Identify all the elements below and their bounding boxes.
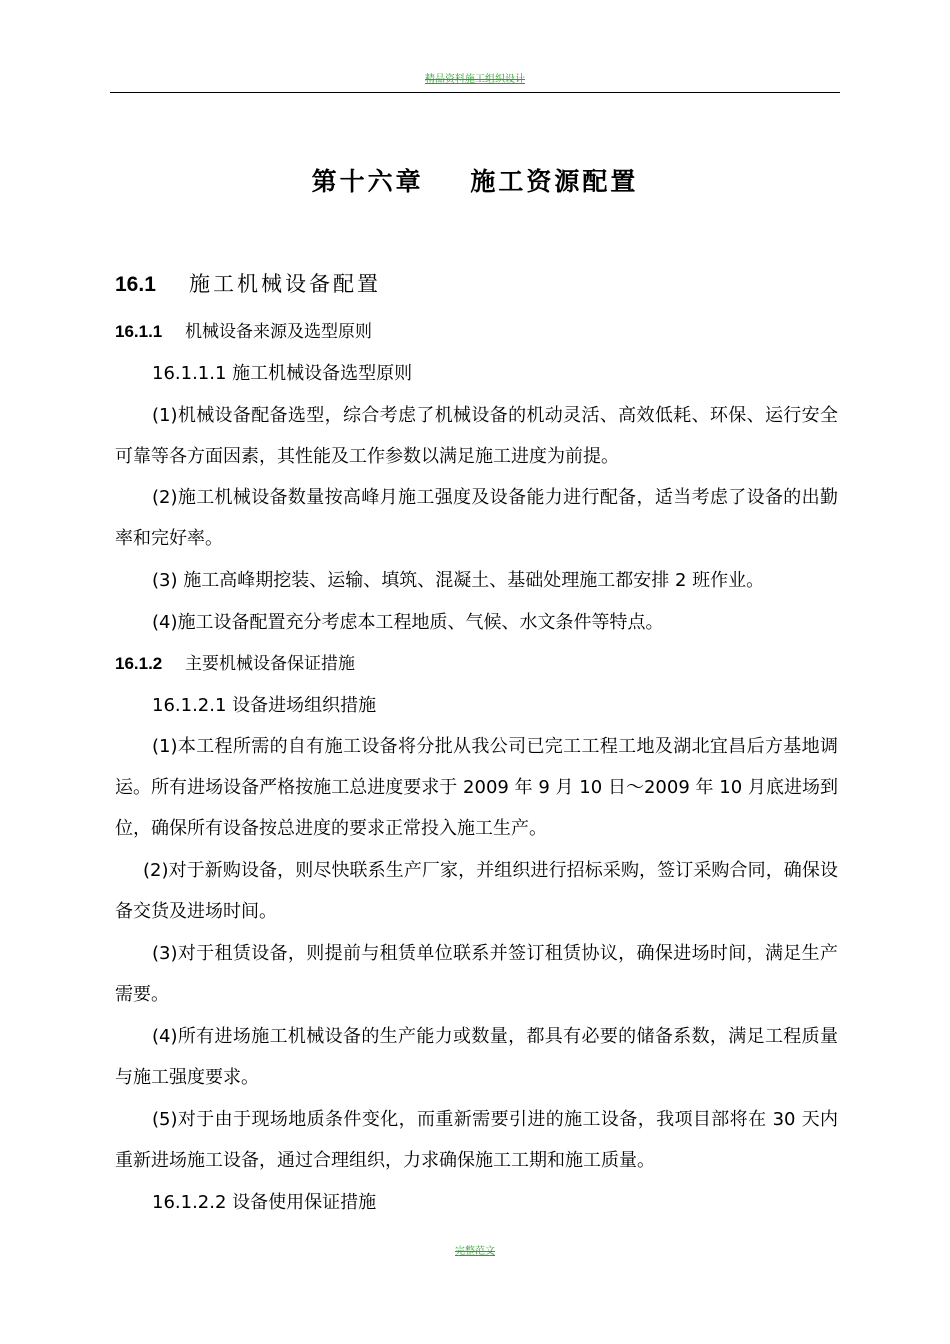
- paragraph-1-4: (4)施工设备配置充分考虑本工程地质、气候、水文条件等特点。: [152, 612, 664, 633]
- paragraph-2-5: (5)对于由于现场地质条件变化，而重新需要引进的施工设备，我项目部将在 30 天内重新进场施工设备，通过合理组织，力求确保施工工期和施工质量。: [115, 1109, 838, 1171]
- paragraph-1-3: (3) 施工高峰期挖装、运输、填筑、混凝土、基础处理施工都安排 2 班作业。: [152, 570, 765, 591]
- section-number: 16.1.1: [115, 322, 163, 341]
- section-heading-16-1-2-1: 16.1.2.1 设备进场组织措施: [152, 695, 377, 716]
- paragraph-1-1: (1)机械设备配备选型，综合考虑了机械设备的机动灵活、高效低耗、环保、运行安全可靠等各方面因素，其性能及工作参数以满足施工进度为前提。: [115, 405, 838, 467]
- page-footer: [0, 1245, 950, 1259]
- page-header: [0, 73, 950, 87]
- section-heading-16-1: [115, 270, 381, 299]
- section-heading-16-1-1: [115, 320, 372, 344]
- section-title: 主要机械设备保证措施: [185, 654, 355, 674]
- paragraph-1-2: (2)施工机械设备数量按高峰月施工强度及设备能力进行配备，适当考虑了设备的出勤率和完好率。: [115, 487, 838, 549]
- chapter-title: 第十六章 施工资源配置: [311, 167, 639, 196]
- section-number: 16.1: [115, 273, 156, 296]
- header-text: 精品资料施工组织设计: [425, 74, 525, 85]
- footer-text: 完整范文: [455, 1246, 495, 1257]
- section-number: 16.1.2: [115, 654, 163, 673]
- section-heading-16-1-2: [115, 652, 355, 676]
- section-heading-16-1-2-2: 16.1.2.2 设备使用保证措施: [152, 1192, 377, 1213]
- header-divider: [110, 92, 840, 93]
- section-title: 机械设备来源及选型原则: [185, 322, 372, 342]
- paragraph-2-1: (1)本工程所需的自有施工设备将分批从我公司已完工工程工地及湖北宜昌后方基地调运。所有进场设备严格按施工总进度要求于 2009 年 9 月 10 日～2009 年 10 月底进场到位，确保所有设备按总进度的要求正常投入施工生产。: [115, 736, 838, 839]
- paragraph-2-2: (2)对于新购设备，则尽快联系生产厂家，并组织进行招标采购，签订采购合同，确保设备交货及进场时间。: [115, 860, 838, 922]
- section-title: 施工机械设备配置: [189, 272, 381, 296]
- paragraph-2-4: (4)所有进场施工机械设备的生产能力或数量，都具有必要的储备系数，满足工程质量与施工强度要求。: [115, 1026, 838, 1088]
- paragraph-2-3: (3)对于租赁设备，则提前与租赁单位联系并签订租赁协议，确保进场时间，满足生产需要。: [115, 943, 838, 1005]
- section-heading-16-1-1-1: 16.1.1.1 施工机械设备选型原则: [152, 363, 413, 384]
